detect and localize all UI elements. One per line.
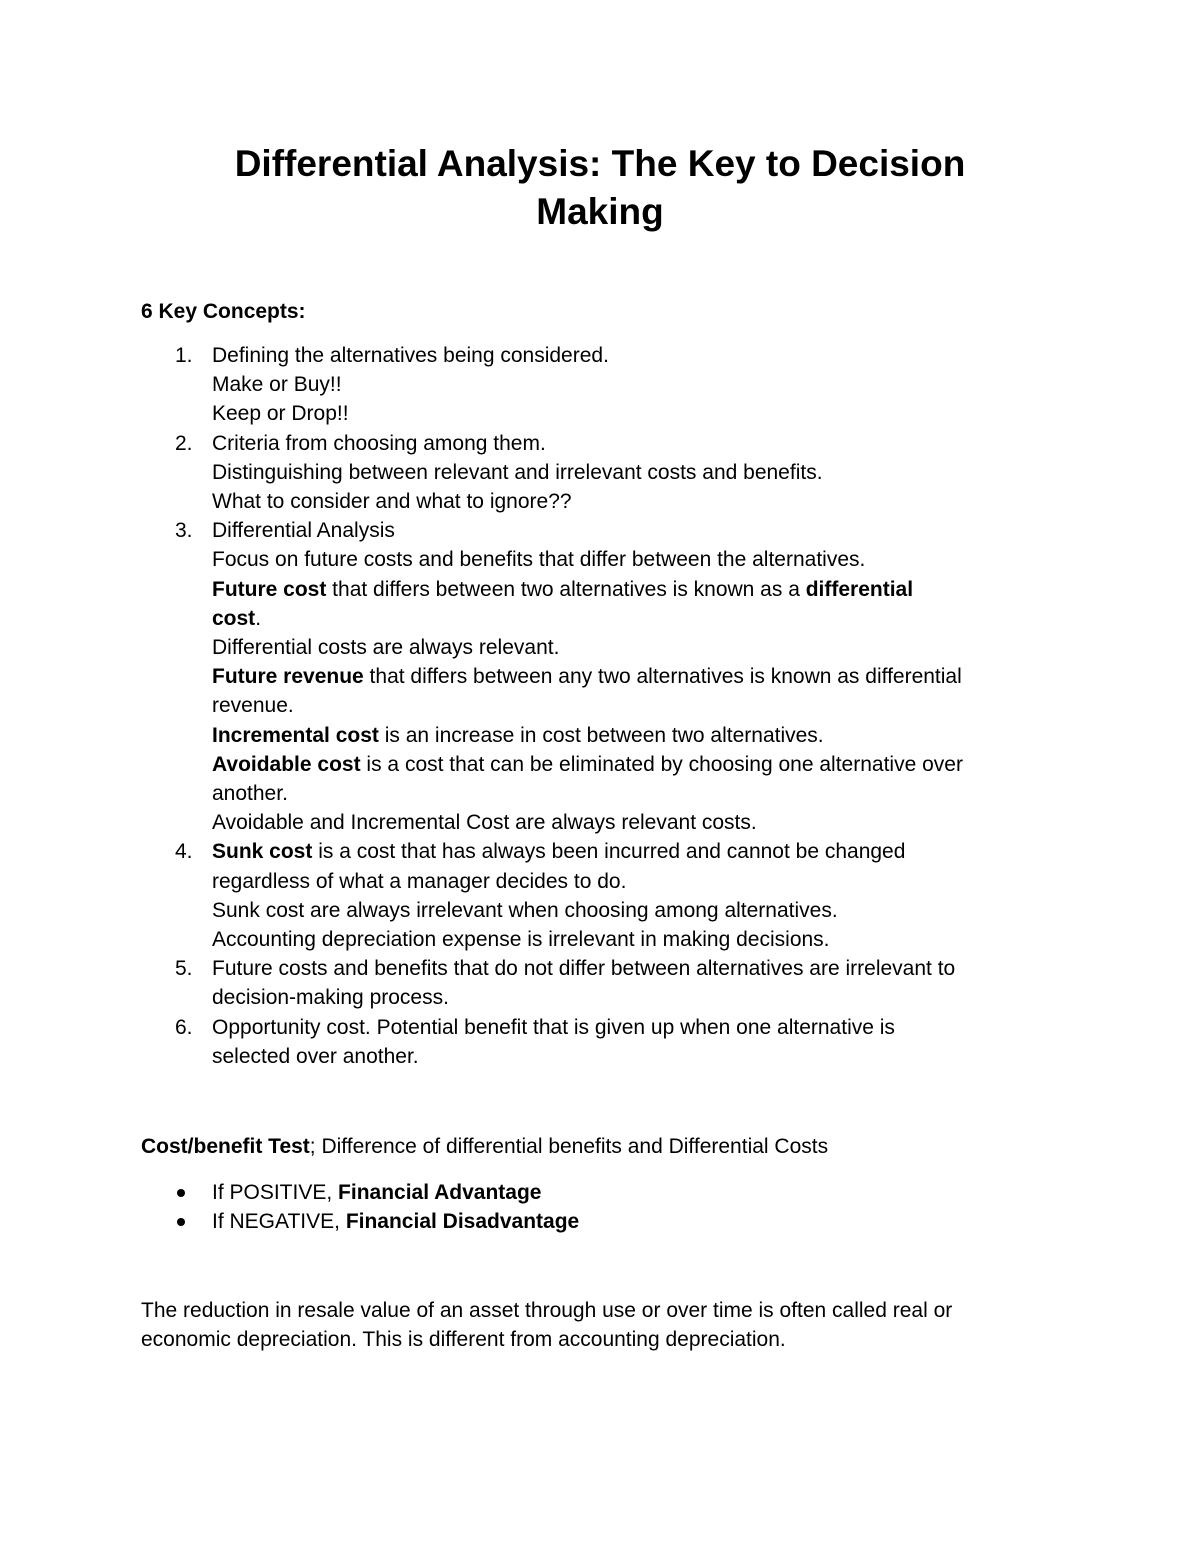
concept-line [212, 1013, 1071, 1042]
concept-item [141, 516, 1071, 837]
outcome-result: Financial Disadvantage [345, 1210, 580, 1234]
line-text: . [255, 606, 262, 630]
bold-term: differential [805, 577, 914, 601]
bold-term: Future cost [212, 577, 327, 601]
concept-line [212, 633, 1071, 662]
list-item [141, 1207, 1071, 1236]
line-text: Differential Analysis [212, 519, 395, 543]
bold-term: Incremental cost [212, 723, 379, 747]
concept-line [212, 837, 1071, 866]
concept-line [212, 399, 1071, 428]
line-text: Keep or Drop!! [212, 402, 349, 426]
concept-number: 6. [175, 1015, 193, 1039]
title-line: Differential Analysis: The Key to Decision [234, 143, 966, 184]
bold-term: Future revenue [212, 665, 364, 689]
line-text: Avoidable and Incremental Cost are always relevant costs. [212, 811, 757, 835]
bullet-icon [177, 1218, 185, 1226]
cost-benefit-test [141, 1132, 1071, 1161]
concept-item [141, 1013, 1071, 1071]
paragraph-line: economic depreciation. This is different from accounting depreciation. [141, 1328, 786, 1352]
concept-line [212, 662, 1071, 691]
test-label: Cost/benefit Test [141, 1135, 310, 1158]
concept-line [212, 545, 1071, 574]
line-text: that differs between two alternatives is known as a [326, 577, 806, 601]
outcome-prefix: If NEGATIVE, [212, 1210, 346, 1234]
concept-line [212, 691, 1071, 720]
line-text: Sunk cost are always irrelevant when choosing among alternatives. [212, 898, 838, 922]
concept-line [212, 779, 1071, 808]
line-text: Future costs and benefits that do not differ between alternatives are irrelevant to [212, 957, 956, 981]
concepts-heading: 6 Key Concepts: [141, 300, 306, 323]
line-text: Make or Buy!! [212, 373, 342, 397]
line-text: is a cost that can be eliminated by choosing one alternative over [360, 752, 963, 776]
closing-paragraph [141, 1296, 1071, 1354]
line-text: Differential costs are always relevant. [212, 636, 560, 660]
line-text: is a cost that has always been incurred and cannot be changed [312, 840, 906, 864]
concept-line [212, 954, 1071, 983]
concept-line [212, 458, 1071, 487]
list-item [141, 1178, 1071, 1207]
concept-line [212, 516, 1071, 545]
line-text: Accounting depreciation expense is irrelevant in making decisions. [212, 928, 830, 952]
line-text: Distinguishing between relevant and irrelevant costs and benefits. [212, 460, 823, 484]
concept-line [212, 429, 1071, 458]
concept-line [212, 1042, 1071, 1071]
outcome-result: Financial Advantage [338, 1181, 542, 1204]
concept-line [212, 867, 1071, 896]
concepts-list [141, 341, 1071, 1071]
concept-line [212, 750, 1071, 779]
concept-line [212, 575, 1071, 604]
concept-line [212, 370, 1071, 399]
document-title [150, 140, 1050, 236]
concept-item [141, 341, 1071, 429]
line-text: decision-making process. [212, 986, 449, 1010]
concept-number: 1. [175, 344, 193, 367]
line-text: Focus on future costs and benefits that differ between the alternatives. [212, 548, 866, 572]
line-text: selected over another. [212, 1044, 419, 1068]
concept-line [212, 925, 1071, 954]
line-text: What to consider and what to ignore?? [212, 490, 572, 514]
concept-item [141, 837, 1071, 954]
concept-line [212, 983, 1071, 1012]
concept-line [212, 487, 1071, 516]
concept-number: 2. [175, 431, 193, 455]
bold-term: cost [212, 606, 256, 630]
line-text: another. [212, 782, 288, 806]
test-text: ; Difference of differential benefits and Differential Costs [309, 1135, 829, 1158]
line-text: regardless of what a manager decides to do. [212, 869, 627, 893]
concept-line [212, 341, 1071, 370]
outcome-list [141, 1178, 1071, 1236]
concept-number: 5. [175, 957, 193, 981]
outcome-prefix: If POSITIVE, [212, 1181, 339, 1204]
line-text: Criteria from choosing among them. [212, 431, 546, 455]
concept-line [212, 604, 1071, 633]
line-text: Defining the alternatives being considered. [212, 344, 609, 367]
line-text: revenue. [212, 694, 294, 718]
bold-term: Avoidable cost [212, 752, 361, 776]
bold-term: Sunk cost [212, 840, 313, 864]
concept-line [212, 721, 1071, 750]
paragraph-line: The reduction in resale value of an asset through use or over time is often called real or [141, 1299, 953, 1322]
concept-line [212, 896, 1071, 925]
line-text: Opportunity cost. Potential benefit that is given up when one alternative is [212, 1015, 895, 1039]
concept-line [212, 808, 1071, 837]
line-text: is an increase in cost between two alternatives. [378, 723, 824, 747]
concept-number: 3. [175, 519, 193, 543]
title-line: Making [536, 191, 664, 232]
bullet-icon [177, 1189, 185, 1197]
line-text: that differs between any two alternatives is known as differential [363, 665, 962, 689]
concept-number: 4. [175, 840, 193, 864]
concept-item [141, 429, 1071, 517]
concept-item [141, 954, 1071, 1012]
